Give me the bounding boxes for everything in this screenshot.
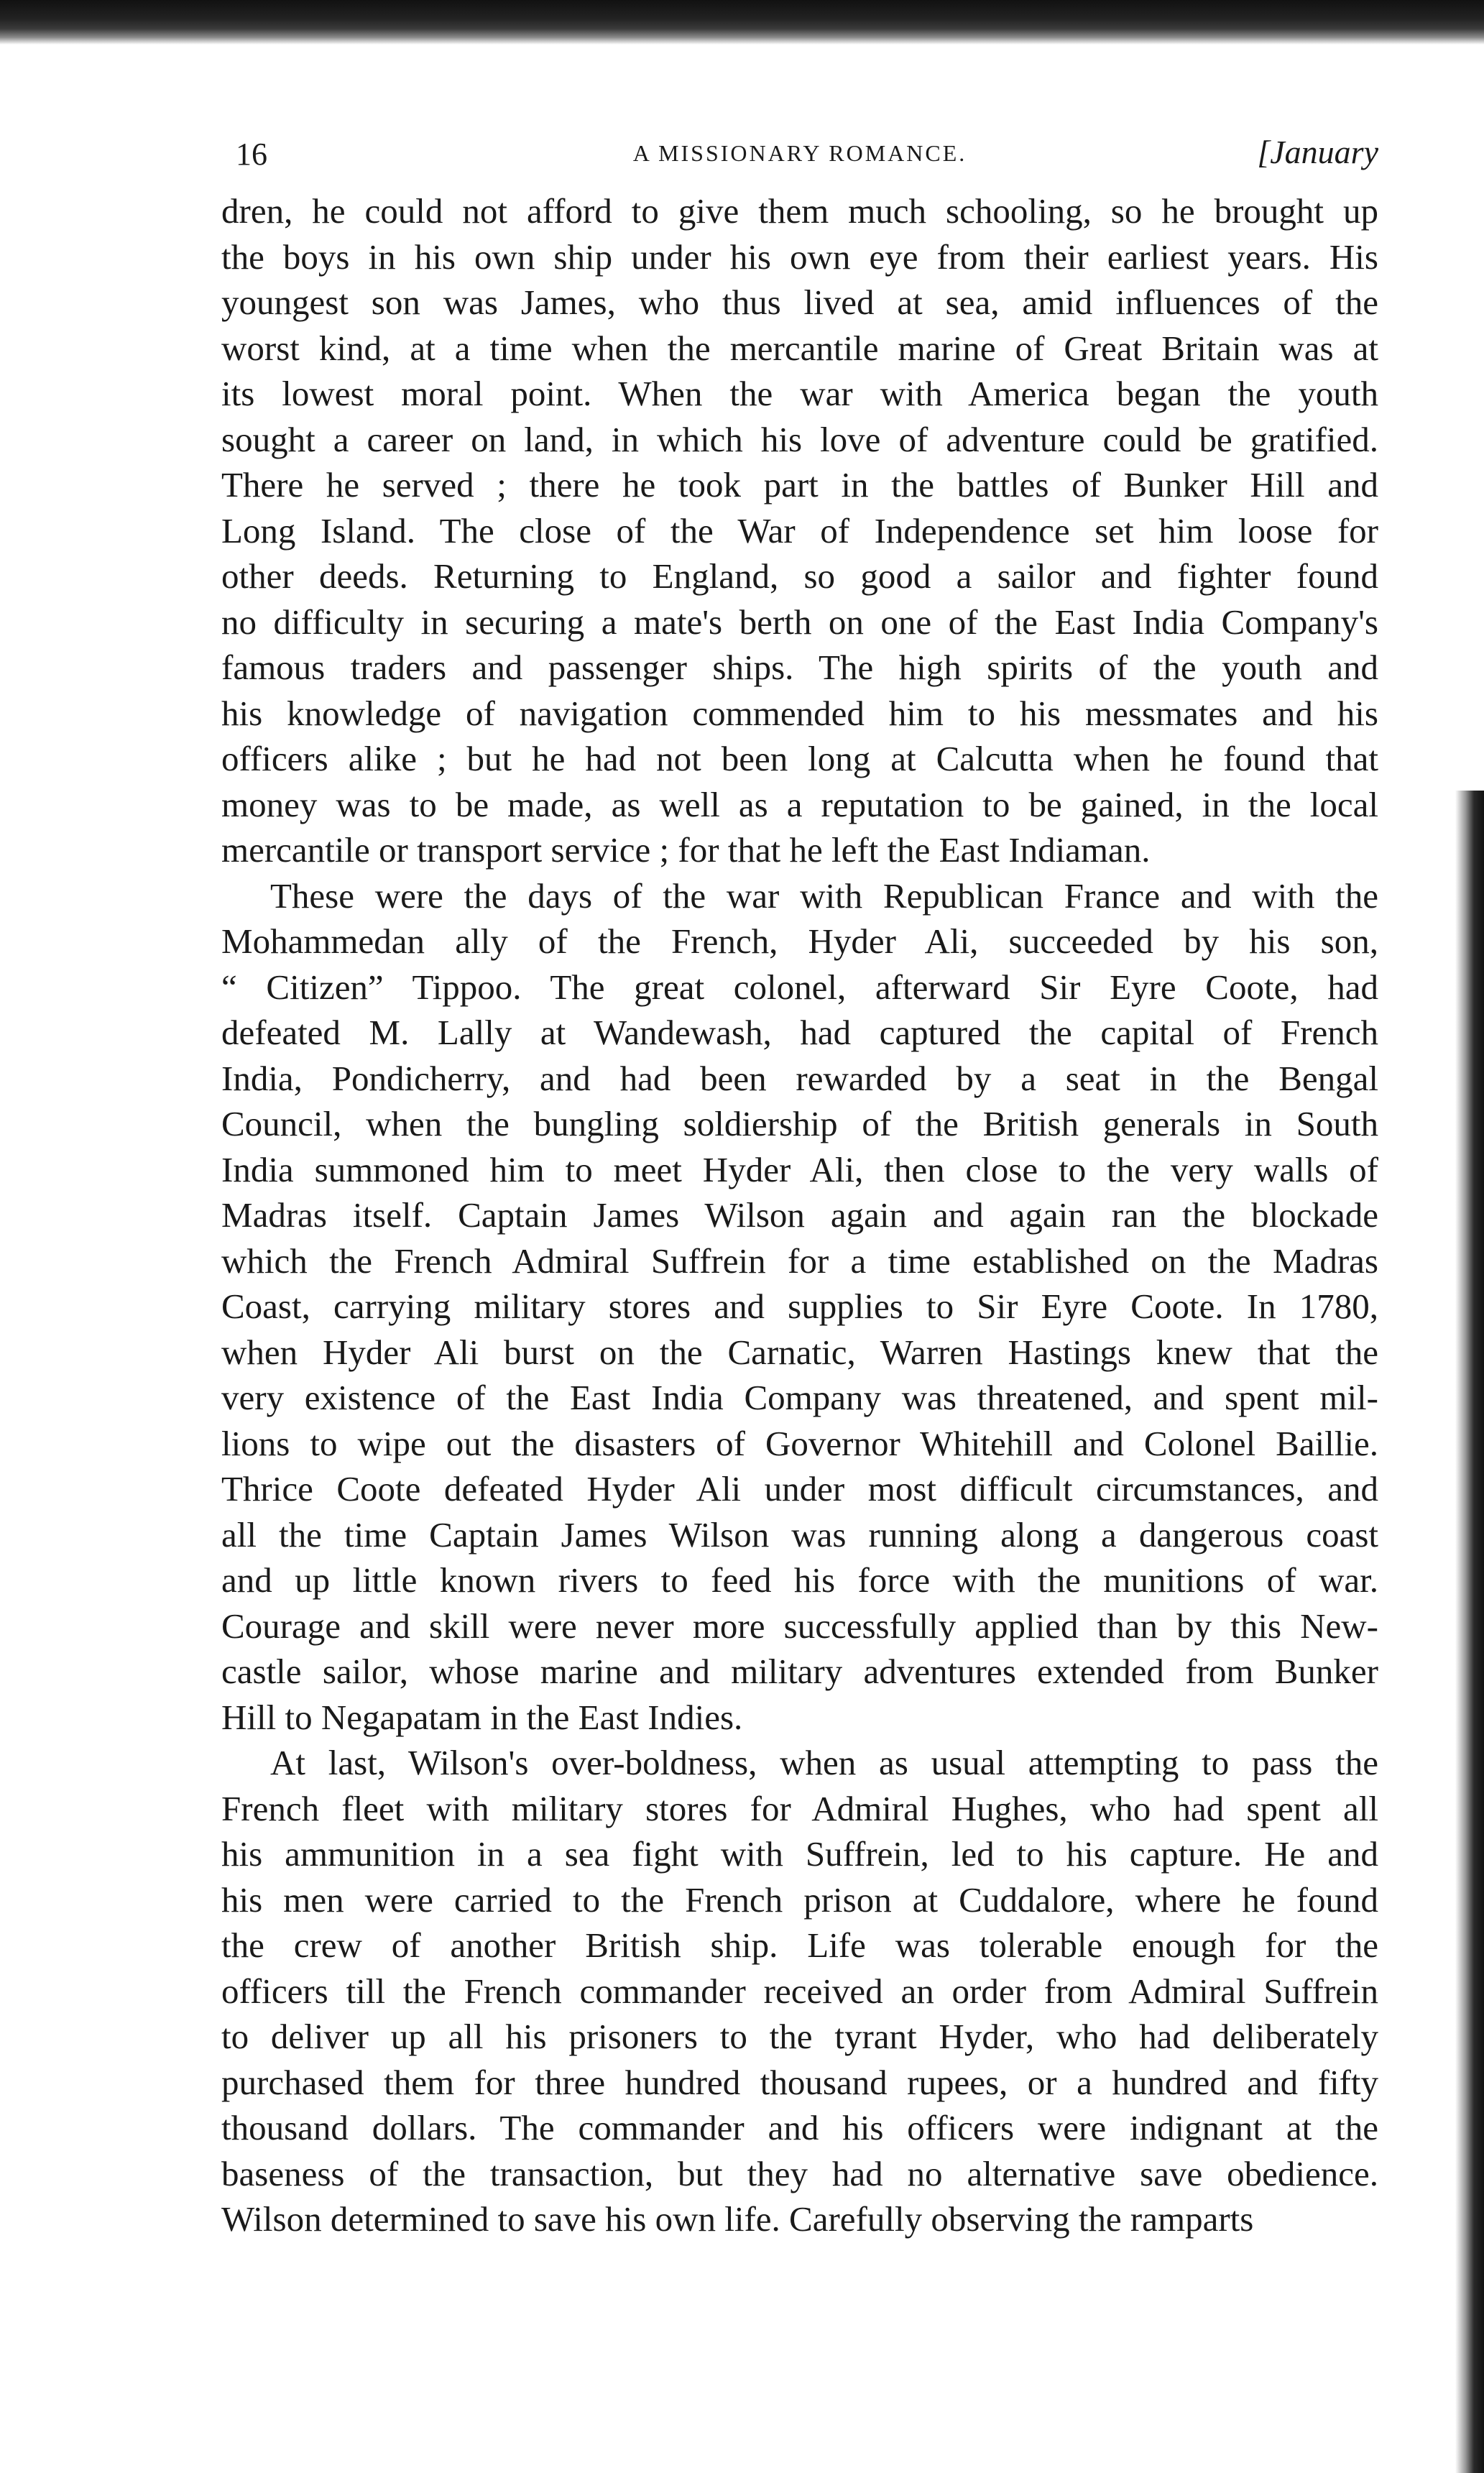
text-line: sought a career on land, in which his love of adventure could be gratified. bbox=[221, 419, 1378, 459]
text-line: There he served ; there he took part in the battles of Bunker Hill and bbox=[221, 465, 1378, 505]
text-line: Courage and skill were never more successfully applied than by this New- bbox=[221, 1606, 1378, 1646]
text-line: thousand dollars. The commander and his officers were indignant at the bbox=[221, 2108, 1378, 2147]
text-line: very existence of the East India Company was threatened, and spent mil- bbox=[221, 1378, 1378, 1417]
text-line: mercantile or transport service ; for that he left the East Indiaman. bbox=[221, 830, 1151, 870]
scan-right-edge bbox=[1455, 791, 1484, 2473]
text-line: defeated M. Lally at Wandewash, had captured the capital of French bbox=[221, 1013, 1378, 1052]
text-line: and up little known rivers to feed his force with the munitions of war. bbox=[221, 1560, 1378, 1600]
paragraph bbox=[221, 1740, 1378, 2242]
text-line: Long Island. The close of the War of Independence set him loose for bbox=[221, 510, 1378, 551]
text-line: to deliver up all his prisoners to the tyrant Hyder, who had deliberately bbox=[221, 2017, 1378, 2056]
text-line: India, Pondicherry, and had been rewarded by a seat in the Bengal bbox=[221, 1058, 1378, 1098]
text-line: famous traders and passenger ships. The high spirits of the youth and bbox=[221, 648, 1378, 687]
text-line: These were the days of the war with Republican France and with the bbox=[270, 875, 1378, 916]
text-line: “ Citizen” Tippoo. The great colonel, afterward Sir Eyre Coote, had bbox=[221, 967, 1378, 1007]
text-line: India summoned him to meet Hyder Ali, then close to the very walls of bbox=[221, 1149, 1378, 1189]
text-line: all the time Captain James Wilson was running along a dangerous coast bbox=[221, 1514, 1378, 1555]
running-title: A MISSIONARY ROMANCE. bbox=[632, 140, 967, 166]
text-line: dren, he could not afford to give them much schooling, so he brought up bbox=[221, 191, 1378, 231]
body-text bbox=[221, 188, 1378, 2242]
text-line: Hill to Negapatam in the East Indies. bbox=[221, 1697, 743, 1737]
text-line: his ammunition in a sea fight with Suffrein, led to his capture. He and bbox=[221, 1834, 1378, 1874]
text-line: officers till the French commander received an order from Admiral Suffrein bbox=[221, 1971, 1378, 2011]
text-line: baseness of the transaction, but they had no alternative save obedience. bbox=[221, 2153, 1378, 2193]
page-header bbox=[221, 126, 1378, 176]
text-line: which the French Admiral Suffrein for a time established on the Madras bbox=[221, 1240, 1378, 1281]
text-line: Thrice Coote defeated Hyder Ali under most difficult circumstances, and bbox=[221, 1469, 1378, 1509]
text-line: his knowledge of navigation commended him to his messmates and his bbox=[221, 693, 1378, 733]
text-line: money was to be made, as well as a reputation to be gained, in the local bbox=[221, 784, 1378, 824]
text-line: French fleet with military stores for Admiral Hughes, who had spent all bbox=[221, 1788, 1378, 1828]
text-line: Madras itself. Captain James Wilson again and again ran the blockade bbox=[221, 1195, 1378, 1235]
text-line: Coast, carrying military stores and supplies to Sir Eyre Coote. In 1780, bbox=[221, 1286, 1378, 1326]
text-line: Wilson determined to save his own life. Carefully observing the ramparts bbox=[221, 2199, 1254, 2239]
scan-top-edge bbox=[0, 0, 1484, 45]
text-line: other deeds. Returning to England, so good a sailor and fighter found bbox=[221, 556, 1378, 596]
text-line: its lowest moral point. When the war with America began the youth bbox=[221, 374, 1378, 413]
paragraph bbox=[221, 188, 1378, 873]
text-line: Mohammedan ally of the French, Hyder Ali, succeeded by his son, bbox=[221, 921, 1378, 961]
text-line: his men were carried to the French prison at Cuddalore, where he found bbox=[221, 1879, 1378, 1920]
text-line: castle sailor, whose marine and military adventures extended from Bunker bbox=[221, 1652, 1378, 1691]
text-line: youngest son was James, who thus lived at sea, amid influences of the bbox=[221, 282, 1378, 322]
paragraph bbox=[221, 873, 1378, 1741]
text-line: purchased them for three hundred thousand rupees, or a hundred and fifty bbox=[221, 2062, 1378, 2102]
text-line: the crew of another British ship. Life was tolerable enough for the bbox=[221, 1925, 1378, 1965]
text-line: when Hyder Ali burst on the Carnatic, Warren Hastings knew that the bbox=[221, 1332, 1378, 1372]
running-date: [January bbox=[1257, 134, 1378, 170]
text-line: Council, when the bungling soldiership of the British generals in South bbox=[221, 1104, 1378, 1143]
text-line: worst kind, at a time when the mercantile marine of Great Britain was at bbox=[221, 328, 1378, 368]
text-line: officers alike ; but he had not been long at Calcutta when he found that bbox=[221, 739, 1378, 778]
page-number: 16 bbox=[236, 137, 267, 172]
text-line: At last, Wilson's over-boldness, when as usual attempting to pass the bbox=[270, 1743, 1378, 1782]
text-line: lions to wipe out the disasters of Governor Whitehill and Colonel Baillie. bbox=[221, 1423, 1378, 1463]
text-line: the boys in his own ship under his own eye from their earliest years. His bbox=[221, 236, 1378, 277]
text-line: no difficulty in securing a mate's berth on one of the East India Company's bbox=[221, 602, 1378, 642]
